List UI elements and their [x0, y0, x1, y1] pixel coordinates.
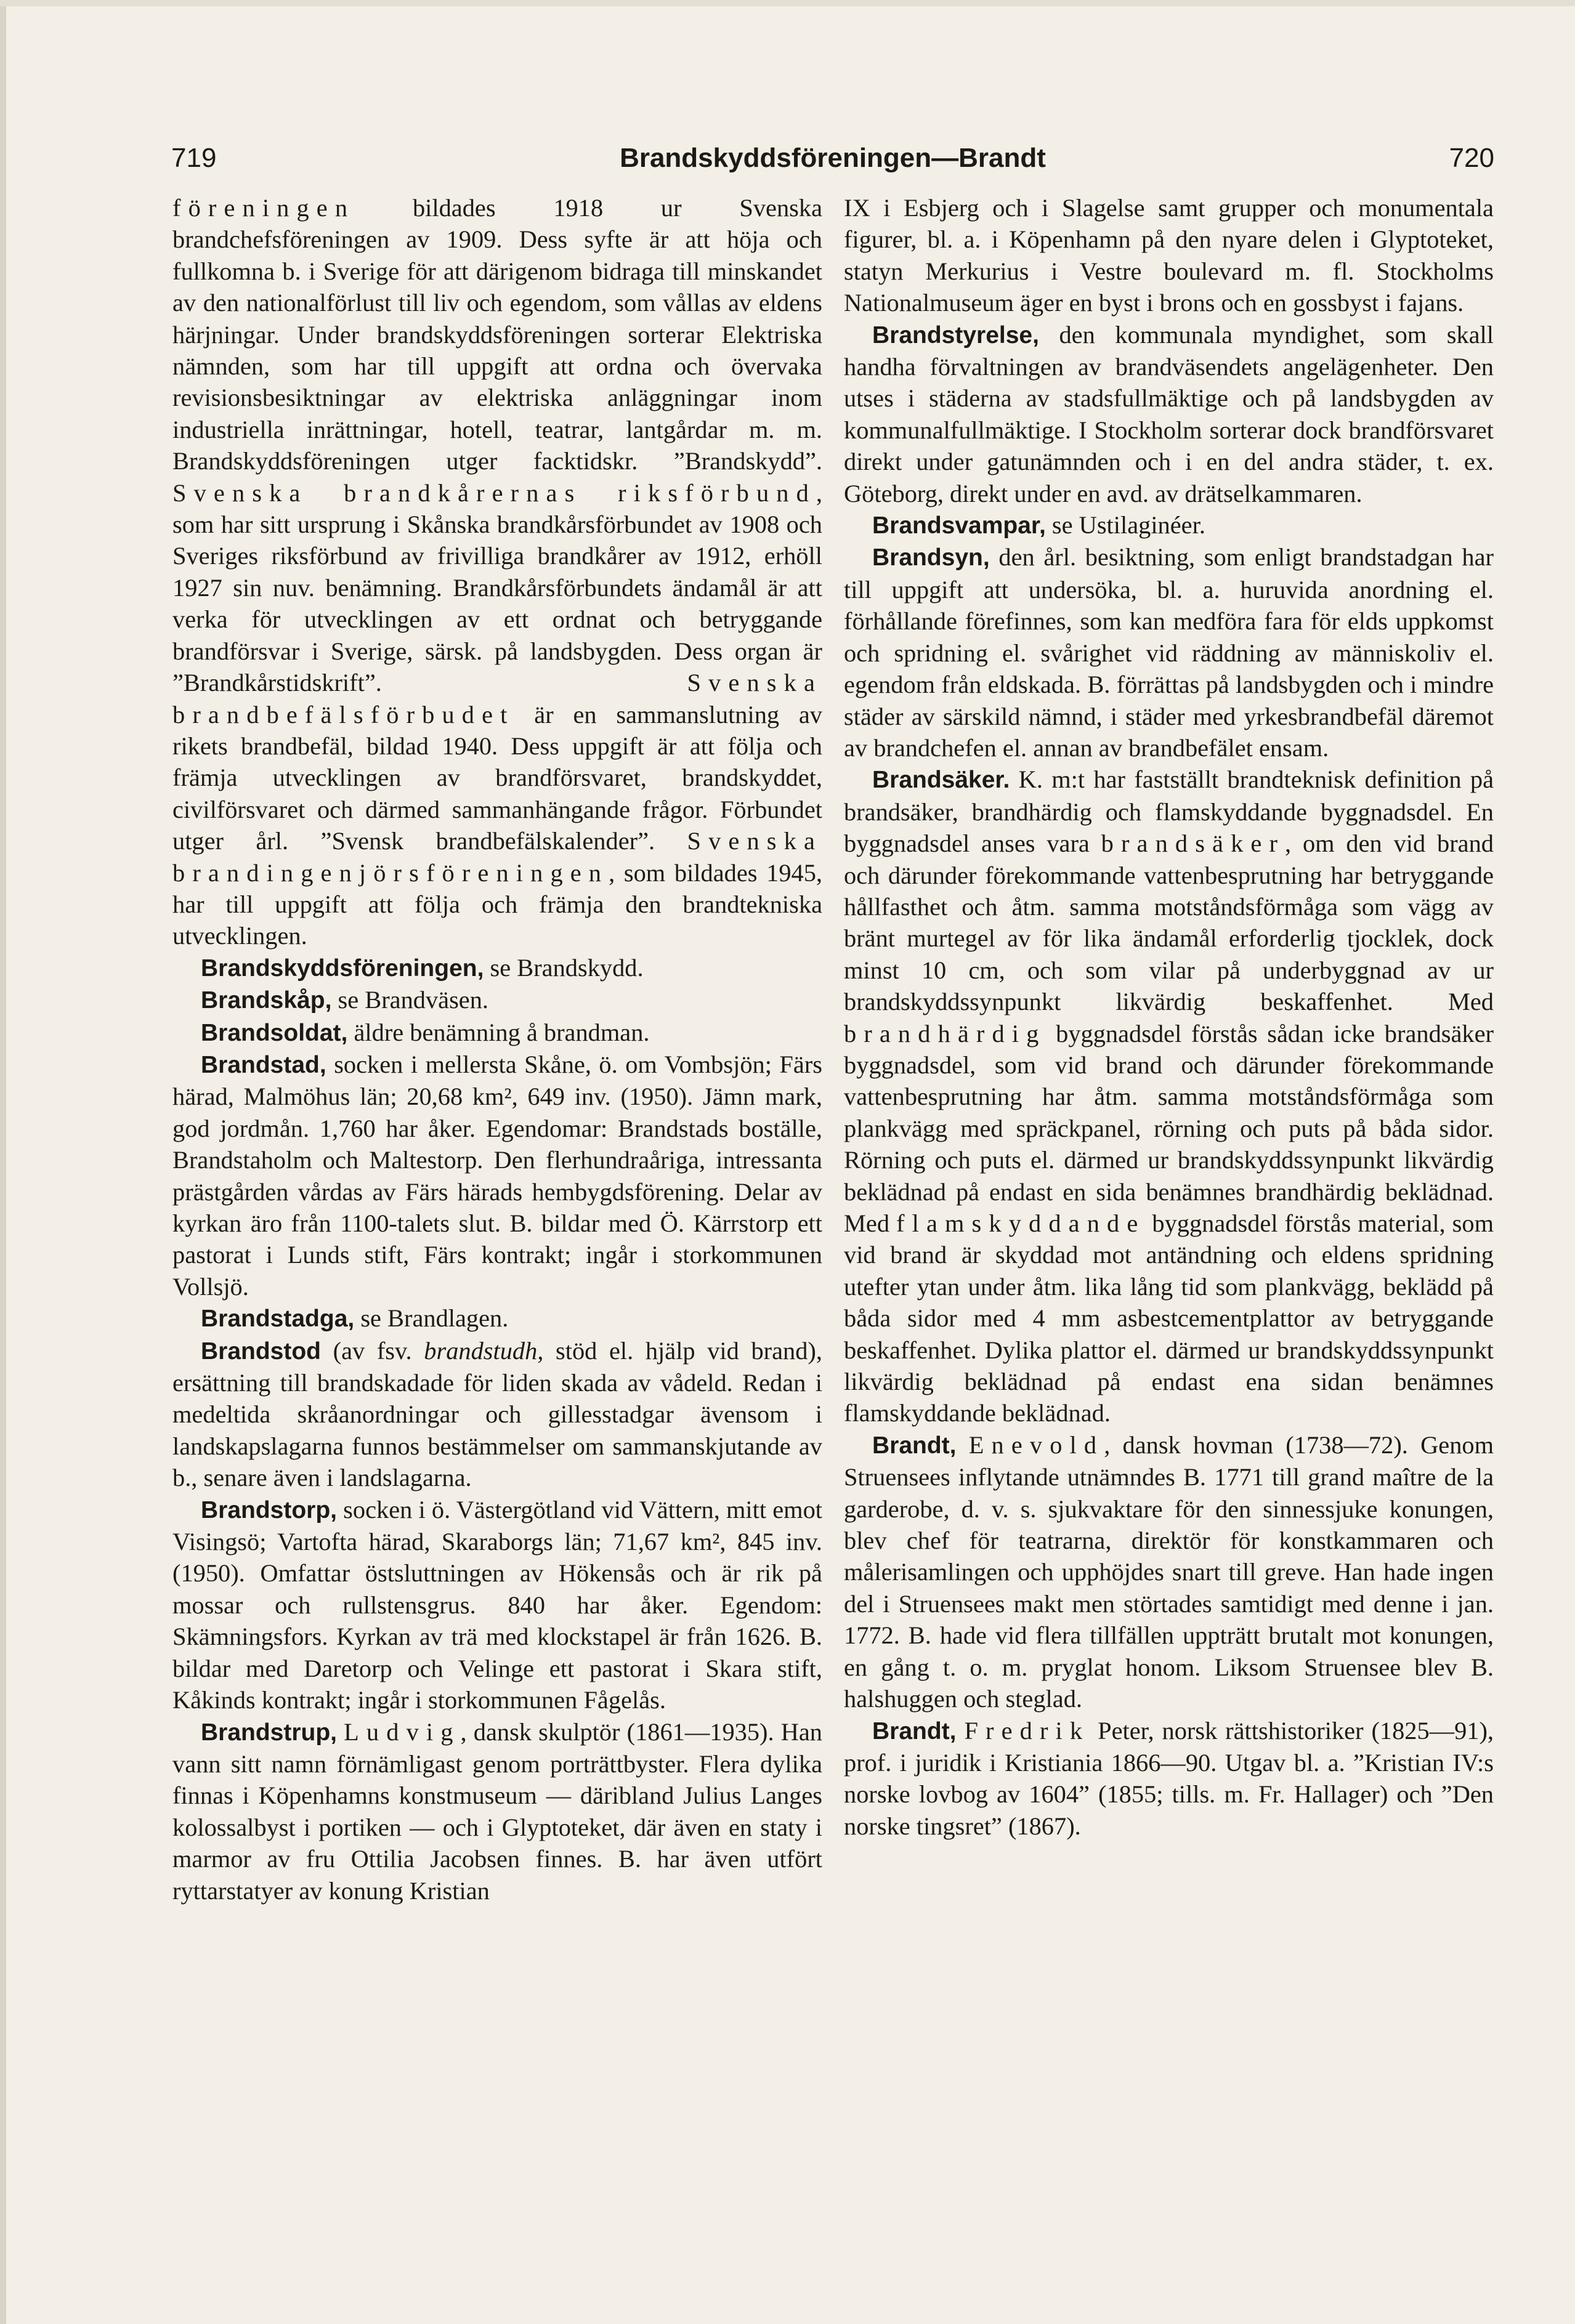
spaced-term: Ludvig [344, 1717, 461, 1746]
entry-text: socken i mellersta Skåne, ö. om Vombsjön; Färs härad, Malmöhus län; 20,68 km², 649 inv. (1950). Jämn mark, god jordmån. 1,760 har åker. Egendomar: Brandstads boställe, Brandstaholm och Maltestorp. Den flerhundraåriga, intressanta prästgården vårdas av Färs härads hembygdsförening. Delar av kyrkan äro från 1100-talets slut. B. bildar med Ö. Kärrstorp ett pastorat i Lunds stift, Färs kontrakt; ingår i storkommunen Vollsjö. [172, 1050, 822, 1301]
entry-text: se Brandväsen. [331, 986, 489, 1014]
spaced-term: föreningen [172, 194, 355, 222]
entry-text: (av fsv. [321, 1336, 424, 1365]
dictionary-entry [172, 952, 822, 984]
left-column [172, 192, 822, 1906]
spaced-term: Svenska brandingenjörsföreningen [172, 827, 822, 887]
entry-text: , som bildades 1945, har till uppgift att följa och främja den brandtekniska utvecklingen. [172, 858, 822, 950]
entry-text: byggnadsdel förstås sådan icke brandsäker byggnadsdel, som vid brand och därunder förekommande vattenbesprutning har åtm. samma motståndsförmåga som plankvägg med spräckpanel, rörning och puts på båda sidor. Rörning och puts el. därmed ur brandskyddssynpunkt likvärdig beklädnad på endast en sida benämnes brandhärdig beklädnad. Med [844, 1019, 1494, 1237]
spaced-term: flamskyddande [896, 1209, 1146, 1237]
entry-headword: Brandskåp, [201, 987, 332, 1014]
entry-text: byggnadsdel förstås material, som vid brand är skyddad mot antändning och eldens spridning utefter ytan under åtm. lika lång tid som plankvägg, beklädd på båda sidor med 4 mm asbestcementplattor av betryggande beskaffenhet. Dylika plattor el. därmed ur brandskyddssynpunkt likvärdig beklädnad på endast ena sidan benämnes flamskyddande beklädnad. [844, 1209, 1494, 1427]
dictionary-entry [844, 1715, 1494, 1842]
dictionary-entry [172, 1049, 822, 1302]
entry-headword: Brandt, [872, 1432, 957, 1459]
entry-text: IX i Esbjerg och i Slagelse samt grupper och monumentala figurer, bl. a. i Köpenhamn på den nyare delen i Glyptoteket, statyn Merkurius i Vestre boulevard m. fl. Stockholms Nationalmuseum äger en byst i brons och en gossbyst i fajans. [844, 194, 1494, 317]
dictionary-entry [844, 319, 1494, 509]
entry-text: bildades 1918 ur Svenska brandchefsföreningen av 1909. Dess syfte är att höja och fullkomna b. i Sverige för att därigenom bidraga till minskandet av den nationalförlust till liv och egendom, som vållas av eldens härjningar. Under brandskyddsföreningen sorterar Elektriska nämnden, som har till uppgift att ordna och övervaka revisionsbesiktningar av elektriska anläggningar inom industriella inrättningar, hotell, teatrar, lantgårdar m. m. Brandskyddsföreningen utger facktidskr. ”Brandskydd”. [172, 194, 822, 475]
entry-text: socken i ö. Västergötland vid Vättern, mitt emot Visingsö; Vartofta härad, Skaraborgs län; 71,67 km², 845 inv. (1950). Omfattar östsluttningen av Hökensås och är rik på mossar och rullstensgrus. 840 har åker. Egendom: Skämningsfors. Kyrkan av trä med klockstapel är från 1626. B. bildar med Daretorp och Velinge ett pastorat i Skara stift, Kåkinds kontrakt; ingår i storkommunen Fågelås. [172, 1495, 822, 1714]
entry-headword: Brandstod [201, 1338, 321, 1365]
spaced-term: Enevold [968, 1430, 1104, 1459]
page-edge-left [0, 0, 6, 2324]
entry-headword: Brandt, [872, 1717, 957, 1745]
entry-text: Peter, norsk rättshistoriker (1825—91), prof. i juridik i Kristiania 1866—90. Utgav bl. a. ”Kristian IV:s norske lovbog av 1604” (1855; tills. m. Fr. Hallager) och ”Den norske tingsret” (1867). [844, 1716, 1494, 1840]
entry-headword: Brandsvampar, [872, 512, 1046, 539]
entry-text: den kommunala myndighet, som skall handha förvaltningen av brandväsendets angelägenheter. Den utses i städerna av stadsfullmäktige och på landsbygden av kommunalfullmäktige. I Stockholm sorterar dock brandförsvaret direkt under gatunämnden och i en del andra städer, t. ex. Göteborg, direkt under en avd. av drätselkammaren. [844, 320, 1494, 507]
dictionary-entry [172, 1716, 822, 1906]
entry-text: , som har sitt ursprung i Skånska brandkårsförbundet av 1908 och Sveriges riksförbund av frivilliga brandkårer av 1912, erhöll 1927 sin nuv. benämning. Brandkårsförbundets ändamål är att verka för utvecklingen av ett ordnat och betryggande brandförsvar i Sverige, särsk. på landsbygden. Dess organ är ”Brandkårstidskrift”. [172, 478, 822, 697]
dictionary-entry [172, 1017, 822, 1049]
entry-text [957, 1431, 969, 1459]
page-header [171, 143, 1494, 180]
right-column [844, 192, 1494, 1842]
entry-continuation [844, 192, 1494, 319]
entry-headword: Brandstad, [201, 1051, 326, 1078]
entry-text: stöd el. hjälp vid brand), ersättning till brandskadade för liden skada av vådeld. Redan i medeltida skråanordningar och gillesstadgar ävensom i landskapslagarna funnos bestämmelser om sammanskjutande av b., senare även i landslagarna. [172, 1336, 822, 1492]
page-edge-top [0, 0, 1575, 6]
dictionary-entry [172, 1494, 822, 1716]
entry-headword: Brandstyrelse, [872, 321, 1039, 349]
entry-headword: Brandsoldat, [201, 1019, 348, 1046]
entry-text [957, 1717, 965, 1745]
entry-headword: Brandstorp, [201, 1496, 338, 1523]
entry-text: K. m:t har fastställt brandteknisk definition på brandsäker, brandhärdig och flamskyddande byggnadsdel. En byggnadsdel anses vara [844, 765, 1494, 858]
entry-text: , dansk skulptör (1861—1935). Han vann sitt namn förnämligast genom porträttbyster. Flera dylika finnas i Köpenhamns konstmuseum — däribland Julius Langes kolossalbyst i portiken — och i Glyptoteket, där även en staty i marmor av fru Ottilia Jacobsen finnes. B. har även utfört ryttarstatyer av konung Kristian [172, 1717, 822, 1905]
spaced-term: Svenska brandbefälsförbudet [172, 669, 822, 728]
entry-text: äldre benämning å brandman. [347, 1018, 650, 1046]
entry-text [337, 1718, 344, 1746]
spaced-term: Fredrik [964, 1716, 1090, 1745]
entry-text: se Brandlagen. [354, 1304, 509, 1333]
dictionary-entry [844, 541, 1494, 764]
dictionary-entry [844, 764, 1494, 1429]
dictionary-entry [844, 509, 1494, 541]
entry-continuation [172, 192, 822, 952]
entry-text: , dansk hovman (1738—72). Genom Struensees inflytande utnämndes B. 1771 till grand maître de la garderobe, d. v. s. sjukvaktare för den sinnessjuke konungen, blev chef för teatrarna, direktör för konstkammaren och målerisamlingen och upphöjdes snart till greve. Han hade ingen del i Struensees makt men störtades samtidigt med denne i jan. 1772. B. hade vid flera tillfällen uppträtt brutalt mot konungen, en gång t. o. m. pryglat honom. Liksom Struensee blev B. halshuggen och steglad. [844, 1430, 1494, 1713]
spaced-term: Svenska brandkårernas riksförbund [172, 478, 816, 507]
dictionary-entry [172, 1335, 822, 1494]
page-number-left: 719 [171, 143, 217, 173]
italic-term: brandstudh, [424, 1336, 544, 1365]
dictionary-entry [172, 984, 822, 1016]
spaced-term: brandsäker [1101, 829, 1286, 858]
entry-headword: Brandskyddsföreningen, [201, 954, 484, 982]
entry-text: , om den vid brand och därunder förekommande vattenbesprutning har betryggande hållfasthet och åtm. samma motståndsförmåga som vägg av bränt murtegel av för lika ändamål erforderlig tjocklek, dock minst 10 cm, och som vilar på underbyggnad av ur brandskyddssynpunkt likvärdig beskaffenhet. Med [844, 829, 1494, 1016]
spaced-term: brandhärdig [844, 1019, 1047, 1047]
page-number-right: 720 [1449, 143, 1494, 173]
dictionary-entry [172, 1302, 822, 1334]
entry-headword: Brandstadga, [201, 1305, 355, 1333]
entry-text: se Brandskydd. [484, 953, 644, 982]
dictionary-entry [844, 1429, 1494, 1715]
entry-headword: Brandsyn, [872, 544, 990, 571]
entry-text: den årl. besiktning, som enligt brandstadgan har till uppgift att undersöka, bl. a. huruvida anordning el. förhållande förefinnes, som kan medföra fara för elds uppkomst och spridning el. svårighet vid räddning av människoliv el. egendom från eldskada. B. förrättas på landsbygden och i mindre städer av särskild nämnd, i städer med yrkesbrandbefäl däremot av brandchefen el. annan av brandbefälet ensam. [844, 543, 1494, 762]
entry-text: är en sammanslutning av rikets brandbefäl, bildad 1940. Dess uppgift är att följa och främja utvecklingen av brandförsvaret, brandskyddet, civilförsvaret och därmed sammanhängande frågor. Förbundet utger årl. ”Svensk brandbefälskalender”. [172, 700, 822, 855]
running-title: Brandskyddsföreningen—Brandt [620, 143, 1046, 173]
entry-text: se Ustilaginéer. [1045, 511, 1205, 539]
entry-headword: Brandstrup, [201, 1719, 338, 1746]
entry-headword: Brandsäker. [872, 767, 1010, 794]
